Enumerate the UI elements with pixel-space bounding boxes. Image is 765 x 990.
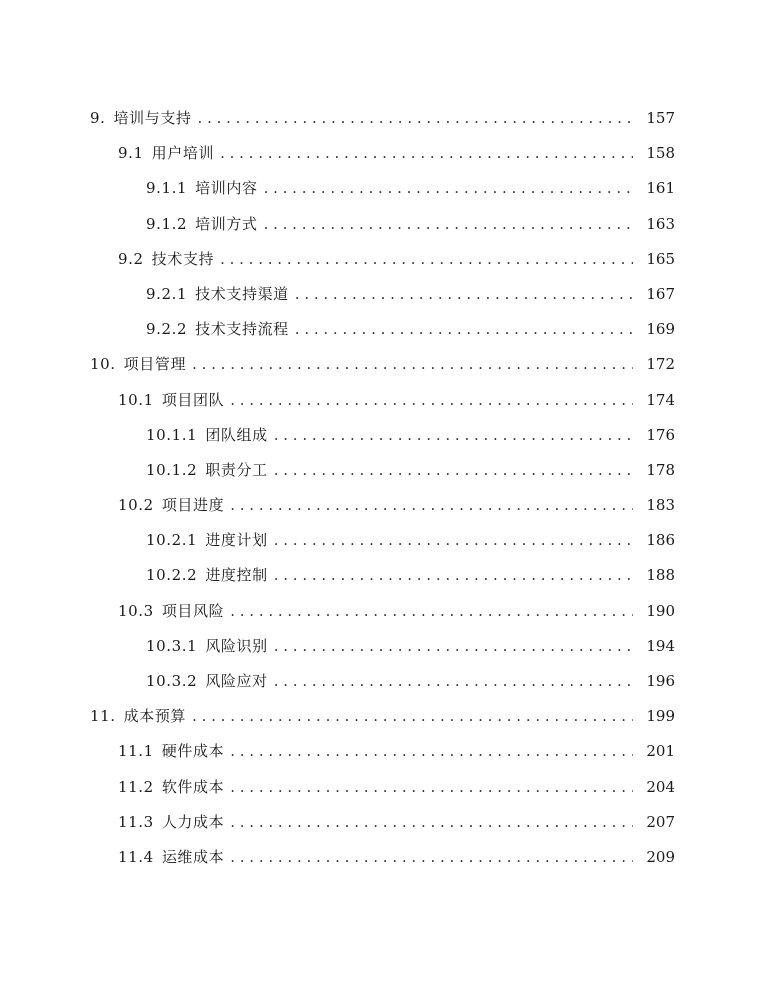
toc-entry[interactable] <box>0 705 765 740</box>
dot-leader <box>230 391 633 409</box>
toc-entry-title: 人力成本 <box>161 812 225 831</box>
toc-entry-page: 176 <box>646 425 675 444</box>
toc-entry-page: 167 <box>646 284 675 303</box>
toc-entry-number: 9.1.1 <box>146 179 188 198</box>
toc-entry-number: 10.2.1 <box>146 531 198 550</box>
toc-entry-page: 209 <box>646 847 675 866</box>
toc-entry-number: 10.1 <box>118 390 154 409</box>
toc-entry-number: 9.2 <box>118 249 144 268</box>
toc-entry-number: 10.1.1 <box>146 425 198 444</box>
dot-leader <box>198 109 633 127</box>
toc-entry-title: 风险应对 <box>205 672 268 690</box>
toc-entry-title: 进度控制 <box>205 566 268 585</box>
dot-leader <box>295 320 633 338</box>
toc-entry-number: 10.2.2 <box>146 566 198 585</box>
toc-entry-number: 10.1.2 <box>146 460 198 479</box>
toc-entry-page: 157 <box>646 109 675 127</box>
toc-entry[interactable] <box>0 459 765 494</box>
dot-leader <box>274 637 633 655</box>
toc-entry-number: 9.2.1 <box>146 284 188 303</box>
toc-entry-page: 163 <box>646 214 675 233</box>
dot-leader <box>230 778 633 796</box>
toc-entry-title: 项目管理 <box>123 355 187 374</box>
toc-entry[interactable] <box>0 670 765 705</box>
toc-entry-page: 169 <box>646 320 675 339</box>
toc-entry-number: 11.2 <box>118 777 154 796</box>
toc-entry[interactable] <box>0 494 765 529</box>
toc-entry[interactable] <box>0 846 765 881</box>
dot-leader <box>192 707 633 725</box>
toc-entry[interactable] <box>0 529 765 564</box>
toc-entry-title: 项目进度 <box>161 496 225 515</box>
toc-entry[interactable] <box>0 177 765 212</box>
toc-entry-page: 183 <box>646 496 675 515</box>
toc-entry-number: 9.1 <box>118 144 144 163</box>
table-of-contents <box>0 107 765 881</box>
dot-leader <box>274 461 633 479</box>
dot-leader <box>230 602 633 620</box>
toc-entry-title: 项目风险 <box>161 601 225 620</box>
toc-entry-page: 194 <box>646 636 675 655</box>
dot-leader <box>230 813 633 831</box>
toc-entry-page: 204 <box>646 777 675 796</box>
toc-entry-page: 207 <box>646 812 675 831</box>
toc-entry-title: 进度计划 <box>205 531 268 550</box>
toc-entry-title: 培训与支持 <box>113 109 192 127</box>
toc-entry-number: 11. <box>90 707 116 726</box>
toc-entry-title: 技术支持流程 <box>195 320 289 339</box>
toc-entry-title: 项目团队 <box>161 390 225 409</box>
toc-entry-title: 软件成本 <box>161 777 225 796</box>
dot-leader <box>220 250 633 268</box>
toc-entry[interactable] <box>0 811 765 846</box>
dot-leader <box>264 179 633 197</box>
toc-entry-number: 9.1.2 <box>146 214 188 233</box>
toc-entry-number: 11.4 <box>118 847 154 866</box>
toc-entry-number: 10.3 <box>118 601 154 620</box>
dot-leader <box>274 531 633 549</box>
toc-entry-title: 成本预算 <box>123 707 187 726</box>
toc-entry[interactable] <box>0 318 765 353</box>
toc-entry[interactable] <box>0 564 765 599</box>
dot-leader <box>230 742 633 760</box>
toc-entry-title: 职责分工 <box>205 460 268 479</box>
toc-entry-title: 运维成本 <box>161 847 225 866</box>
dot-leader <box>230 848 633 866</box>
toc-entry-number: 10.2 <box>118 496 154 515</box>
toc-entry-page: 190 <box>646 601 675 620</box>
toc-entry[interactable] <box>0 283 765 318</box>
toc-entry-page: 199 <box>646 707 675 726</box>
toc-entry-page: 201 <box>646 742 675 761</box>
toc-entry-number: 9.2.2 <box>146 320 188 339</box>
toc-entry[interactable] <box>0 740 765 775</box>
toc-entry-page: 188 <box>646 566 675 585</box>
toc-entry[interactable] <box>0 389 765 424</box>
toc-entry-page: 161 <box>646 179 675 198</box>
dot-leader <box>264 215 633 233</box>
toc-entry-number: 11.1 <box>118 742 154 761</box>
toc-entry-page: 172 <box>646 355 675 374</box>
dot-leader <box>192 355 633 373</box>
toc-entry-title: 风险识别 <box>205 636 268 655</box>
toc-entry-page: 178 <box>646 460 675 479</box>
toc-entry-number: 10.3.2 <box>146 672 198 690</box>
toc-entry-page: 158 <box>646 144 675 163</box>
toc-entry[interactable] <box>0 248 765 283</box>
toc-entry-number: 10.3.1 <box>146 636 198 655</box>
toc-entry[interactable] <box>0 600 765 635</box>
dot-leader <box>230 496 633 514</box>
toc-entry[interactable] <box>0 776 765 811</box>
toc-entry-title: 团队组成 <box>205 425 268 444</box>
toc-entry-title: 培训内容 <box>195 179 258 198</box>
toc-entry-page: 196 <box>646 672 675 690</box>
toc-entry[interactable] <box>0 635 765 670</box>
toc-entry-page: 186 <box>646 531 675 550</box>
toc-entry[interactable] <box>0 424 765 459</box>
toc-entry[interactable] <box>0 142 765 177</box>
dot-leader <box>274 672 633 690</box>
toc-entry-title: 硬件成本 <box>161 742 225 761</box>
toc-entry[interactable] <box>0 213 765 248</box>
toc-entry-title: 技术支持 <box>151 249 215 268</box>
dot-leader <box>295 285 633 303</box>
toc-entry-number: 9. <box>90 109 106 127</box>
toc-entry-title: 培训方式 <box>195 214 258 233</box>
toc-entry-number: 10. <box>90 355 116 374</box>
toc-entry[interactable] <box>0 353 765 388</box>
dot-leader <box>274 426 633 444</box>
toc-entry-title: 用户培训 <box>151 144 215 163</box>
toc-entry-page: 165 <box>646 249 675 268</box>
toc-entry-title: 技术支持渠道 <box>195 284 289 303</box>
toc-entry[interactable] <box>0 107 765 142</box>
dot-leader <box>220 144 633 162</box>
dot-leader <box>274 566 633 584</box>
toc-entry-page: 174 <box>646 390 675 409</box>
toc-entry-number: 11.3 <box>118 812 154 831</box>
